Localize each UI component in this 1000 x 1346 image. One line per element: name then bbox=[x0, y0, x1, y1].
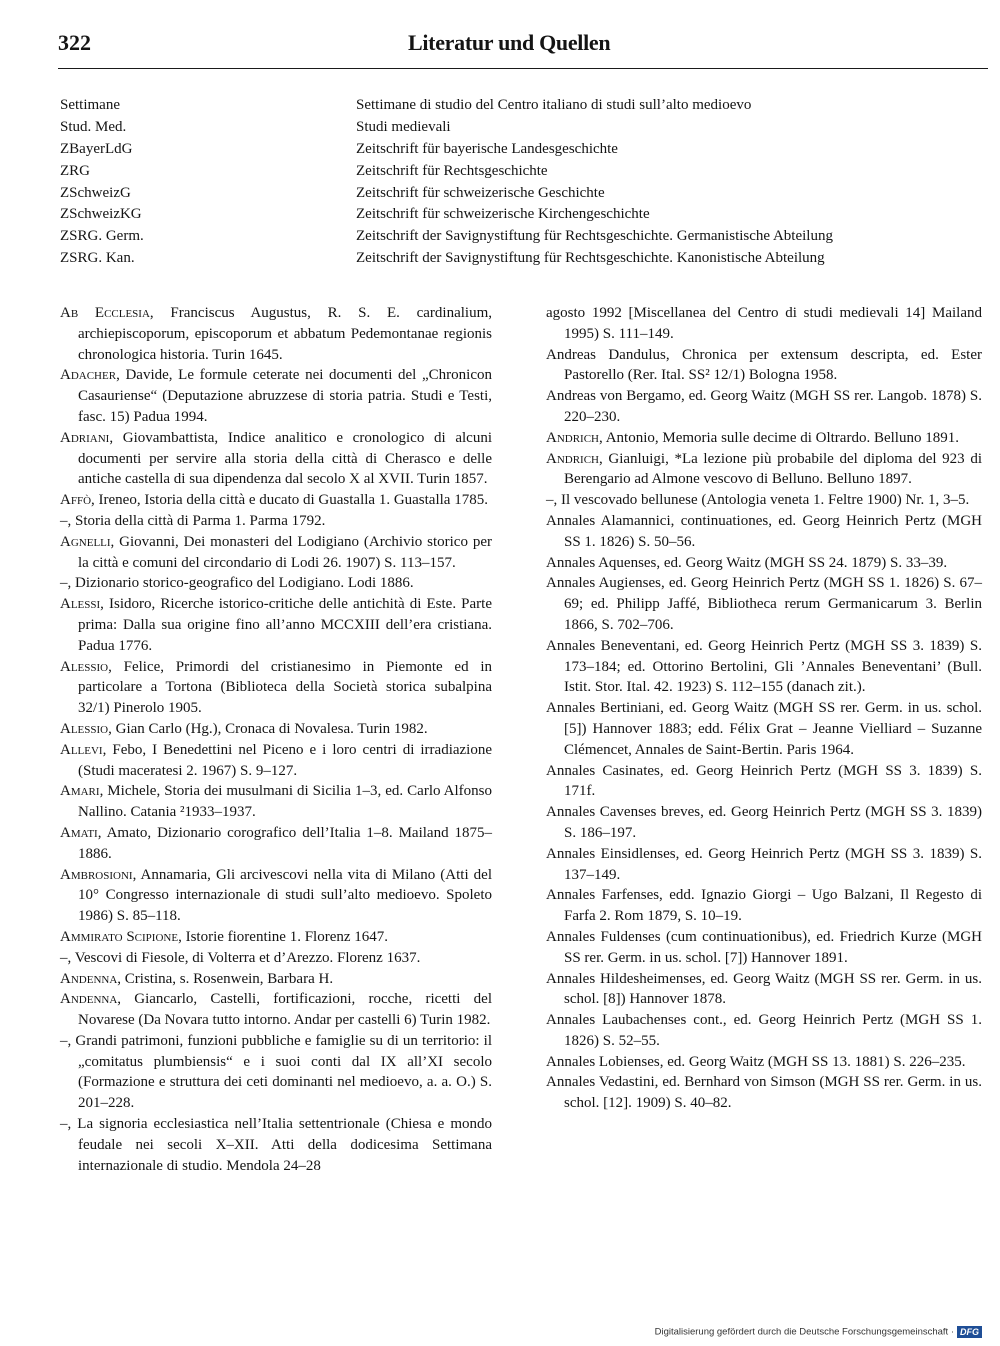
bibliography-entry: Andreas von Bergamo, ed. Georg Waitz (MGH SS rer. Langob. 1878) S. 220–230. bbox=[546, 388, 982, 425]
abbreviation-row bbox=[60, 139, 990, 161]
bibliography-entry: Annales Cavenses breves, ed. Georg Heinrich Pertz (MGH SS 3. 1839) S. 186–197. bbox=[546, 804, 982, 841]
abbreviation-row bbox=[60, 117, 990, 139]
bibliography-entry: Annales Laubachenses cont., ed. Georg Heinrich Pertz (MGH SS 1. 1826) S. 52–55. bbox=[546, 1012, 982, 1049]
abbreviation-expansion: Zeitschrift für Rechtsgeschichte bbox=[356, 162, 548, 179]
abbreviation-key: ZBayerLdG bbox=[60, 140, 133, 157]
bibliography-entry: Affò, Ireneo, Istoria della città e ducato di Guastalla 1. Guastalla 1785. bbox=[60, 492, 488, 509]
bibliography-entry: Annales Einsidlenses, ed. Georg Heinrich Pertz (MGH SS 3. 1839) S. 137–149. bbox=[546, 845, 982, 883]
bibliography-left-column bbox=[60, 303, 492, 1176]
abbreviation-key: ZRG bbox=[60, 162, 90, 179]
bibliography-entry: Andenna, Cristina, s. Rosenwein, Barbara H. bbox=[60, 970, 334, 987]
abbreviation-key: ZSRG. Germ. bbox=[60, 228, 144, 245]
running-title: Literatur und Quellen bbox=[408, 30, 611, 55]
bibliography-entry: Ammirato Scipione, Istorie fiorentine 1. Florenz 1647. bbox=[60, 928, 389, 945]
abbreviation-key: Settimane bbox=[60, 97, 120, 113]
bibliography-entry: Amati, Amato, Dizionario corografico dell’Italia 1–8. Mailand 1875–1886. bbox=[60, 824, 492, 862]
bibliography-entry: –, Il vescovado bellunese (Antologia veneta 1. Feltre 1900) Nr. 1, 3–5. bbox=[546, 492, 970, 509]
bibliography-entry: Allevi, Febo, I Benedettini nel Piceno e i loro centri di irradiazione (Studi maceratesi 2. 1967) S. 9–127. bbox=[60, 741, 492, 779]
bibliography-entry: Adacher, Davide, Le formule ceterate nei documenti del „Chronicon Casauriense“ (Deputazione abruzzese di storia patria. Studi e Testi, fasc. 15) Padua 1994. bbox=[60, 367, 492, 425]
bibliography-right-column bbox=[546, 303, 982, 1114]
bibliography-entry: agosto 1992 [Miscellanea del Centro di studi medievali 14] Mailand 1995) S. 111–149. bbox=[546, 305, 982, 342]
bibliography-entry: –, Storia della città di Parma 1. Parma 1792. bbox=[60, 512, 326, 529]
digitization-footer bbox=[655, 1326, 982, 1338]
abbreviation-expansion: Settimane di studio del Centro italiano di studi sull’alto medioevo bbox=[356, 97, 752, 113]
page-header bbox=[58, 30, 988, 66]
bibliography-entry: Agnelli, Giovanni, Dei monasteri del Lodigiano (Archivio storico per la città e comuni del circondario di Lodi 26. 1907) S. 113–157. bbox=[60, 533, 492, 571]
abbreviation-row bbox=[60, 183, 990, 205]
abbreviation-expansion: Zeitschrift für schweizerische Geschichte bbox=[356, 184, 605, 201]
abbreviation-row bbox=[60, 204, 990, 226]
bibliography-entry: Annales Lobienses, ed. Georg Waitz (MGH SS 13. 1881) S. 226–235. bbox=[546, 1053, 966, 1070]
bibliography-entry: Alessio, Felice, Primordi del cristianesimo in Piemonte ed in particolare a Tortona (Biblioteca della Società storica subalpina 32/1) Pinerolo 1905. bbox=[60, 658, 492, 717]
bibliography-entry: –, Grandi patrimoni, funzioni pubbliche e famiglie su di un territorio: il „comitatus plumbiensis“ e i suoi conti dal IX all’XI secolo (Formazione e struttura dei ceti dominanti nel medioevo, a. a. O.) S. 201–228. bbox=[60, 1032, 492, 1112]
bibliography-entry: Annales Casinates, ed. Georg Heinrich Pertz (MGH SS 3. 1839) S. 171f. bbox=[546, 762, 982, 800]
bibliography-entry: Andenna, Giancarlo, Castelli, fortificazioni, rocche, ricetti del Novarese (Da Novara tutto intorno. Andar per castelli 6) Turin 1982. bbox=[60, 991, 492, 1029]
bibliography-entry: Andrich, Gianluigi, *La lezione più probabile del diploma del 923 di Berengario ad Almone vescovo di Belluno. Belluno 1897. bbox=[546, 450, 982, 488]
bibliography-entry: Alessi, Isidoro, Ricerche istorico-critiche delle antichità di Este. Parte prima: Dalla sua origine fino all’anno MCCXIII dell’era cristiana. Padua 1776. bbox=[60, 596, 492, 654]
dfg-logo-icon: DFG bbox=[957, 1326, 982, 1338]
bibliography-entry: Annales Bertiniani, ed. Georg Waitz (MGH SS rer. Germ. in us. schol. [5]) Hannover 1883; edd. Félix Grat – Jeanne Vielliard – Suzanne Clémencet, Annales de Saint-Bertin. Paris 1964. bbox=[546, 700, 982, 758]
abbreviation-row bbox=[60, 226, 990, 248]
abbreviation-expansion: Studi medievali bbox=[356, 118, 451, 135]
abbreviation-expansion: Zeitschrift für schweizerische Kirchengeschichte bbox=[356, 206, 650, 223]
abbreviation-key: ZSchweizKG bbox=[60, 206, 142, 223]
bibliography-entry: Annales Augienses, ed. Georg Heinrich Pertz (MGH SS 1. 1826) S. 67–69; ed. Philipp Jaffé, Bibliotheca rerum Germanicarum 3. Berlin 1866, S. 702–706. bbox=[546, 575, 982, 633]
abbreviation-row bbox=[60, 95, 990, 117]
footer-text: Digitalisierung gefördert durch die Deutsche Forschungsgemeinschaft · bbox=[654, 1326, 954, 1338]
bibliography-entry: Amari, Michele, Storia dei musulmani di Sicilia 1–3, ed. Carlo Alfonso Nallino. Catania ²1933–1937. bbox=[60, 783, 492, 821]
abbreviation-row bbox=[60, 248, 990, 270]
header-rule bbox=[58, 68, 988, 69]
bibliography-entry: Andreas Dandulus, Chronica per extensum descripta, ed. Ester Pastorello (Rer. Ital. SS² 12/1) Bologna 1958. bbox=[546, 346, 982, 384]
abbreviation-row bbox=[60, 161, 990, 183]
bibliography-entry: –, La signoria ecclesiastica nell’Italia settentrionale (Chiesa e mondo feudale nei secoli X–XII. Atti della dodicesima Settimana internazionale di studio. Mendola 24–28 bbox=[60, 1116, 492, 1174]
page-number: 322 bbox=[58, 30, 91, 55]
abbreviation-expansion: Zeitschrift für bayerische Landesgeschichte bbox=[356, 140, 618, 157]
abbreviation-key: ZSchweizG bbox=[60, 184, 131, 201]
bibliography-entry: Ab Ecclesia, Franciscus Augustus, R. S. E. cardinalium, archiepiscoporum, episcoporum et abbatum Pedemontanae regionis chronologica historia. Turin 1645. bbox=[60, 305, 493, 363]
bibliography-entry: Annales Alamannici, continuationes, ed. Georg Heinrich Pertz (MGH SS 1. 1826) S. 50–56. bbox=[546, 512, 982, 550]
abbreviation-expansion: Zeitschrift der Savignystiftung für Rechtsgeschichte. Germanistische Abteilung bbox=[356, 228, 833, 245]
abbreviation-key: ZSRG. Kan. bbox=[60, 250, 135, 267]
abbreviation-table bbox=[60, 95, 990, 270]
bibliography-entry: Ambrosioni, Annamaria, Gli arcivescovi nella vita di Milano (Atti del 10° Congresso internazionale di studi sull’alto medioevo. Spoleto 1986) S. 85–118. bbox=[60, 866, 492, 925]
abbreviation-expansion: Zeitschrift der Savignystiftung für Rechtsgeschichte. Kanonistische Abteilung bbox=[356, 250, 825, 267]
bibliography-entry: Adriani, Giovambattista, Indice analitico e cronologico di alcuni documenti per servire alla storia della città di Cherasco e delle antiche castella di sua dipendenza dal secolo X al XVII. Turin 1857. bbox=[60, 429, 492, 488]
bibliography-entry: Andrich, Antonio, Memoria sulle decime di Oltrardo. Belluno 1891. bbox=[546, 429, 959, 446]
bibliography-entry: Annales Hildesheimenses, ed. Georg Waitz (MGH SS rer. Germ. in us. schol. [8]) Hannover 1878. bbox=[546, 970, 982, 1008]
bibliography-entry: –, Dizionario storico-geografico del Lodigiano. Lodi 1886. bbox=[60, 575, 414, 592]
bibliography-entry: Annales Vedastini, ed. Bernhard von Simson (MGH SS rer. Germ. in us. schol. [12]. 1909) S. 40–82. bbox=[546, 1074, 982, 1112]
abbreviation-key: Stud. Med. bbox=[60, 118, 127, 135]
bibliography-entry: Annales Farfenses, edd. Ignazio Giorgi – Ugo Balzani, Il Regesto di Farfa 2. Rom 1879, S. 10–19. bbox=[546, 887, 982, 925]
bibliography-entry: –, Vescovi di Fiesole, di Volterra et d’Arezzo. Florenz 1637. bbox=[60, 949, 421, 966]
bibliography-entry: Annales Aquenses, ed. Georg Waitz (MGH SS 24. 1879) S. 33–39. bbox=[546, 554, 948, 571]
bibliography-entry: Alessio, Gian Carlo (Hg.), Cronaca di Novalesa. Turin 1982. bbox=[60, 720, 428, 737]
bibliography-entry: Annales Beneventani, ed. Georg Heinrich Pertz (MGH SS 3. 1839) S. 173–184; ed. Ottorino Bertolini, Gli ’Annales Beneventani’ (Bull. Istit. Stor. Ital. 42. 1923) S. 112–155 (danach zit.). bbox=[546, 637, 982, 696]
bibliography-entry: Annales Fuldenses (cum continuationibus), ed. Friedrich Kurze (MGH SS rer. Germ. in us. schol. [7]) Hannover 1891. bbox=[546, 928, 982, 966]
